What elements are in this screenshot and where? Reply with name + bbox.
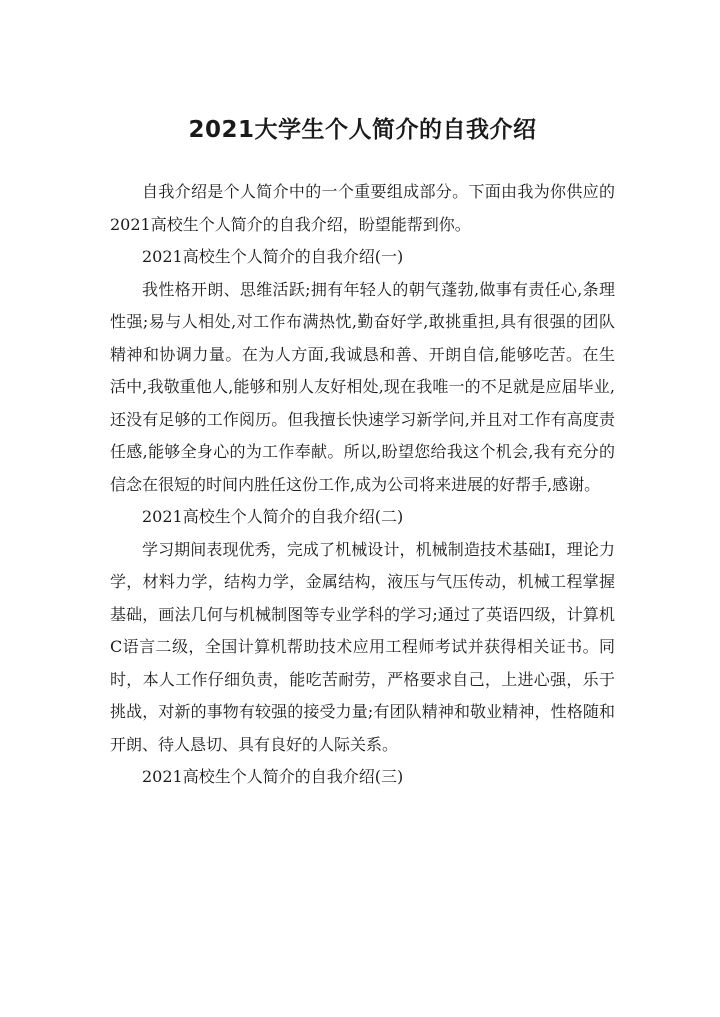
intro-paragraph: 自我介绍是个人简介中的一个重要组成部分。下面由我为你供应的2021高校生个人简介的自我介绍，盼望能帮到你。	[110, 182, 615, 234]
section-1-paragraph: 我性格开朗、思维活跃;拥有年轻人的朝气蓬勃,做事有责任心,条理性强;易与人相处,对工作布满热忱,勤奋好学,敢挑重担,具有很强的团队精神和协调力量。在为人方面,我诚恳和善、开朗自信,能够吃苦。在生活中,我敬重他人,能够和别人友好相处,现在我唯一的不足就是应届毕业,还没有足够的工作阅历。但我擅长快速学习新学问,并且对工作有高度责任感,能够全身心的为工作奉献。所以,盼望您给我这个机会,我有充分的信念在很短的时间内胜任这份工作,成为公司将来进展的好帮手,感谢。	[110, 279, 615, 494]
section-heading-1: 2021高校生个人简介的自我介绍(一)	[142, 247, 404, 266]
section-2-paragraph: 学习期间表现优秀，完成了机械设计，机械制造技术基础Ⅰ，理论力学，材料力学，结构力学，金属结构，液压与气压传动，机械工程掌握基础，画法几何与机械制图等专业学科的学习;通过了英语四级，计算机C语言二级，全国计算机帮助技术应用工程师考试并获得相关证书。同时，本人工作仔细负责，能吃苦耐劳，严格要求自己，上进心强，乐于挑战，对新的事物有较强的接受力量;有团队精神和敬业精神，性格随和开朗、待人恳切、具有良好的人际关系。	[110, 539, 615, 754]
document-body	[110, 176, 615, 794]
section-heading-3: 2021高校生个人简介的自我介绍(三)	[142, 767, 404, 786]
section-heading-2: 2021高校生个人简介的自我介绍(二)	[142, 507, 404, 526]
document-title: 2021大学生个人简介的自我介绍	[188, 117, 537, 143]
